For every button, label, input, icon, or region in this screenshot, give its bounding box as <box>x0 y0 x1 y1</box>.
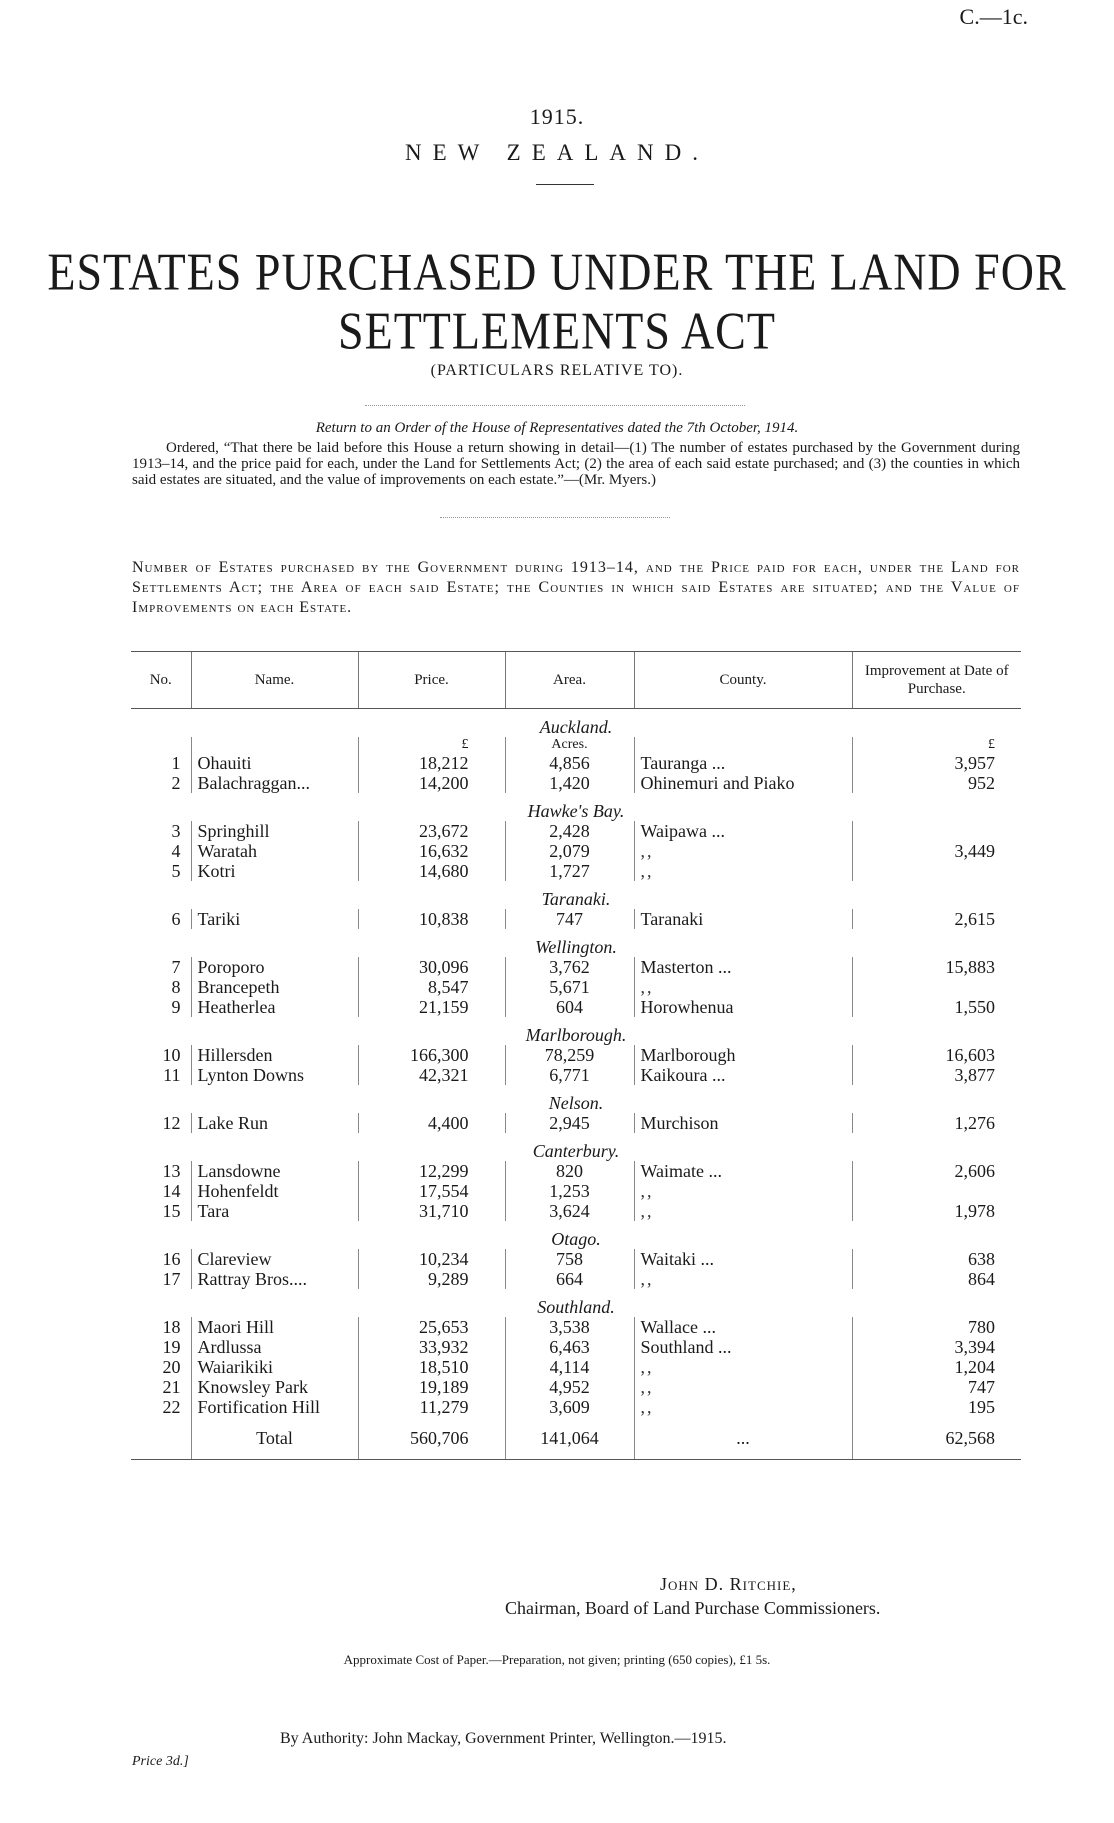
region-row <box>131 1017 1021 1045</box>
estate-price: 12,299 <box>358 1161 505 1181</box>
table-row <box>131 1377 1021 1397</box>
estate-price: 9,289 <box>358 1269 505 1289</box>
row-number: 14 <box>162 1181 181 1201</box>
estate-price: 14,200 <box>358 773 505 793</box>
estate-county: ,, <box>634 1397 852 1417</box>
units-blank <box>191 737 358 753</box>
estate-price: 10,838 <box>358 909 505 929</box>
estate-county: Masterton ... <box>634 957 852 977</box>
region-row <box>131 709 1021 738</box>
estate-county: Waipawa ... <box>634 821 852 841</box>
authority-line: By Authority: John Mackay, Government Printer, Wellington.—1915. <box>280 1730 727 1747</box>
estate-price: 11,279 <box>358 1397 505 1417</box>
estate-county: Waitaki ... <box>634 1249 852 1269</box>
estate-improvement: 1,550 <box>852 997 1021 1017</box>
table-row <box>131 1113 1021 1133</box>
estate-name: Poroporo <box>191 957 358 977</box>
region-name: Canterbury. <box>532 1141 620 1161</box>
estate-improvement: 1,978 <box>852 1201 1021 1221</box>
region-name: Auckland. <box>539 717 613 737</box>
improvement-unit: £ <box>852 737 1021 753</box>
column-header-no: No. <box>131 652 191 709</box>
estate-name: Hillersden <box>191 1045 358 1065</box>
estate-improvement: 3,449 <box>852 841 1021 861</box>
estate-area: 4,114 <box>505 1357 634 1377</box>
estate-name: Lansdowne <box>191 1161 358 1181</box>
row-number: 3 <box>171 821 181 841</box>
estate-county: ,, <box>634 861 852 881</box>
total-price: 560,706 <box>358 1417 505 1460</box>
estate-area: 2,428 <box>505 821 634 841</box>
region-name: Hawke's Bay. <box>527 801 625 821</box>
region-name: Wellington. <box>535 937 617 957</box>
table-heading: Number of Estates purchased by the Government during 1913–14, and the Price paid for each, under the Land for Settlements Act; the Area of each said Estate; the Counties in which said Estates are situated; and the Value of Improvements on each Estate. <box>132 559 1020 616</box>
row-number: 8 <box>171 977 181 997</box>
estate-price: 33,932 <box>358 1337 505 1357</box>
region-name: Marlborough. <box>525 1025 627 1045</box>
row-number: 16 <box>162 1249 181 1269</box>
estate-name: Springhill <box>191 821 358 841</box>
table-header-row <box>131 652 1021 709</box>
table-row <box>131 1181 1021 1201</box>
table-row <box>131 841 1021 861</box>
total-label: Total <box>191 1417 358 1460</box>
estate-name: Kotri <box>191 861 358 881</box>
row-number: 21 <box>162 1377 181 1397</box>
table-row <box>131 821 1021 841</box>
estate-improvement: 952 <box>852 773 1021 793</box>
region-row <box>131 881 1021 909</box>
estate-county: ,, <box>634 1269 852 1289</box>
row-number: 7 <box>171 957 181 977</box>
page-title-line-1: ESTATES PURCHASED UNDER THE LAND FOR <box>47 242 1067 301</box>
row-number: 13 <box>162 1161 181 1181</box>
divider <box>536 184 594 185</box>
table-row <box>131 1337 1021 1357</box>
estate-improvement: 780 <box>852 1317 1021 1337</box>
row-number: 17 <box>162 1269 181 1289</box>
estate-price: 14,680 <box>358 861 505 881</box>
table-row <box>131 1045 1021 1065</box>
table-row <box>131 1269 1021 1289</box>
estate-name: Tariki <box>191 909 358 929</box>
region-row <box>131 1085 1021 1113</box>
estate-county: Tauranga ... <box>634 753 852 773</box>
table-row <box>131 977 1021 997</box>
estate-name: Waiarikiki <box>191 1357 358 1377</box>
estate-improvement: 16,603 <box>852 1045 1021 1065</box>
estate-area: 3,624 <box>505 1201 634 1221</box>
estate-area: 664 <box>505 1269 634 1289</box>
estate-improvement: 747 <box>852 1377 1021 1397</box>
estate-price: 42,321 <box>358 1065 505 1085</box>
region-name: Nelson. <box>548 1093 604 1113</box>
column-header-price: Price. <box>358 652 505 709</box>
estate-price: 21,159 <box>358 997 505 1017</box>
estate-area: 604 <box>505 997 634 1017</box>
table-row <box>131 1201 1021 1221</box>
table-row <box>131 957 1021 977</box>
estate-county: Taranaki <box>634 909 852 929</box>
row-number: 4 <box>171 841 181 861</box>
estate-area: 3,762 <box>505 957 634 977</box>
estate-price: 25,653 <box>358 1317 505 1337</box>
estate-improvement: 3,957 <box>852 753 1021 773</box>
area-unit: Acres. <box>505 737 634 753</box>
estate-county: Wallace ... <box>634 1317 852 1337</box>
row-number: 18 <box>162 1317 181 1337</box>
signer-name: John D. Ritchie, <box>660 1574 797 1594</box>
estate-name: Fortification Hill <box>191 1397 358 1417</box>
estate-area: 6,463 <box>505 1337 634 1357</box>
estate-area: 5,671 <box>505 977 634 997</box>
estate-price: 17,554 <box>358 1181 505 1201</box>
estate-county: ,, <box>634 1357 852 1377</box>
table-row <box>131 909 1021 929</box>
estate-name: Brancepeth <box>191 977 358 997</box>
row-number: 15 <box>162 1201 181 1221</box>
table-row <box>131 997 1021 1017</box>
estate-area: 1,253 <box>505 1181 634 1201</box>
estate-county: ,, <box>634 1181 852 1201</box>
estates-table <box>131 651 1021 1460</box>
estate-price: 10,234 <box>358 1249 505 1269</box>
row-number: 20 <box>162 1357 181 1377</box>
column-header-county: County. <box>634 652 852 709</box>
units-blank <box>634 737 852 753</box>
row-number: 19 <box>162 1337 181 1357</box>
estate-county: ,, <box>634 977 852 997</box>
estate-improvement: 3,877 <box>852 1065 1021 1085</box>
row-number: 9 <box>171 997 181 1017</box>
estate-area: 3,538 <box>505 1317 634 1337</box>
region-name: Taranaki. <box>541 889 611 909</box>
estate-area: 78,259 <box>505 1045 634 1065</box>
page-title-line-2: SETTLEMENTS ACT <box>338 301 776 360</box>
table-row <box>131 1317 1021 1337</box>
estate-price: 23,672 <box>358 821 505 841</box>
region-row <box>131 929 1021 957</box>
estate-area: 4,952 <box>505 1377 634 1397</box>
estate-improvement: 2,615 <box>852 909 1021 929</box>
estate-county: Kaikoura ... <box>634 1065 852 1085</box>
row-number: 11 <box>163 1065 181 1085</box>
total-area: 141,064 <box>505 1417 634 1460</box>
total-improvement: 62,568 <box>852 1417 1021 1460</box>
estate-name: Heatherlea <box>191 997 358 1017</box>
row-number: 1 <box>171 753 181 773</box>
table-row <box>131 1065 1021 1085</box>
return-line: Return to an Order of the House of Representatives dated the 7th October, 1914. <box>315 420 799 436</box>
estate-name: Knowsley Park <box>191 1377 358 1397</box>
estate-price: 8,547 <box>358 977 505 997</box>
table-row <box>131 861 1021 881</box>
estate-name: Balachraggan... <box>191 773 358 793</box>
order-text: Ordered, “That there be laid before this House a return showing in detail—(1) The number of estates purchased by the Government during 1913–14, and the price paid for each, under the Land for Settlements Act; (2) the area of each said estate purchased; and (3) the counties in which said estates are situated, and the value of improvements on each estate.”—(Mr. Myers.) <box>132 440 1020 488</box>
estate-area: 3,609 <box>505 1397 634 1417</box>
row-number: 12 <box>162 1113 181 1133</box>
estate-area: 820 <box>505 1161 634 1181</box>
region-row <box>131 1289 1021 1317</box>
table-row <box>131 773 1021 793</box>
estate-area: 758 <box>505 1249 634 1269</box>
estate-improvement <box>852 977 1021 997</box>
units-blank <box>131 737 191 753</box>
estate-county: Ohinemuri and Piako <box>634 773 852 793</box>
divider <box>440 517 670 518</box>
region-row <box>131 1133 1021 1161</box>
estate-name: Ardlussa <box>191 1337 358 1357</box>
estate-improvement: 1,276 <box>852 1113 1021 1133</box>
estate-price: 166,300 <box>358 1045 505 1065</box>
price-unit: £ <box>358 737 505 753</box>
estate-county: Murchison <box>634 1113 852 1133</box>
estate-price: 18,510 <box>358 1357 505 1377</box>
estate-improvement <box>852 861 1021 881</box>
table-row <box>131 753 1021 773</box>
estate-area: 6,771 <box>505 1065 634 1085</box>
signer-title: Chairman, Board of Land Purchase Commissioners. <box>505 1598 881 1618</box>
estate-name: Waratah <box>191 841 358 861</box>
estate-improvement: 864 <box>852 1269 1021 1289</box>
row-number: 22 <box>162 1397 181 1417</box>
region-name: Southland. <box>537 1297 615 1317</box>
estate-county: Horowhenua <box>634 997 852 1017</box>
estate-area: 4,856 <box>505 753 634 773</box>
estate-price: 18,212 <box>358 753 505 773</box>
column-header-area: Area. <box>505 652 634 709</box>
price-note: Price 3d.] <box>132 1754 189 1769</box>
estate-improvement <box>852 821 1021 841</box>
estate-area: 747 <box>505 909 634 929</box>
column-header-improvement: Improvement at Date of Purchase. <box>852 652 1021 709</box>
row-number: 2 <box>171 773 181 793</box>
total-row <box>131 1417 1021 1460</box>
year: 1915. <box>529 104 585 129</box>
estate-name: Hohenfeldt <box>191 1181 358 1201</box>
estate-name: Lynton Downs <box>191 1065 358 1085</box>
estate-county: Marlborough <box>634 1045 852 1065</box>
estate-price: 19,189 <box>358 1377 505 1397</box>
region-name: Otago. <box>551 1229 601 1249</box>
estate-name: Clareview <box>191 1249 358 1269</box>
estate-price: 16,632 <box>358 841 505 861</box>
estate-name: Rattray Bros.... <box>191 1269 358 1289</box>
region-row <box>131 793 1021 821</box>
estate-improvement: 2,606 <box>852 1161 1021 1181</box>
table-row <box>131 1249 1021 1269</box>
row-number: 6 <box>171 909 181 929</box>
page-subtitle: (PARTICULARS RELATIVE TO). <box>430 362 684 379</box>
table-row <box>131 1161 1021 1181</box>
estate-improvement <box>852 1181 1021 1201</box>
row-number: 5 <box>171 861 181 881</box>
estate-area: 2,079 <box>505 841 634 861</box>
estate-improvement: 638 <box>852 1249 1021 1269</box>
estate-improvement: 3,394 <box>852 1337 1021 1357</box>
total-county: ... <box>634 1417 852 1460</box>
estate-name: Maori Hill <box>191 1317 358 1337</box>
total-blank <box>131 1417 191 1460</box>
table-row <box>131 1357 1021 1377</box>
row-number: 10 <box>162 1045 181 1065</box>
estate-price: 4,400 <box>358 1113 505 1133</box>
estate-county: ,, <box>634 1377 852 1397</box>
page-reference: C.—1c. <box>959 4 1028 29</box>
estate-price: 30,096 <box>358 957 505 977</box>
estate-area: 1,420 <box>505 773 634 793</box>
region-row <box>131 1221 1021 1249</box>
estate-improvement: 15,883 <box>852 957 1021 977</box>
estate-area: 1,727 <box>505 861 634 881</box>
cost-line: Approximate Cost of Paper.—Preparation, not given; printing (650 copies), £1 5s. <box>343 1652 771 1667</box>
estate-county: Southland ... <box>634 1337 852 1357</box>
units-row <box>131 737 1021 753</box>
estate-area: 2,945 <box>505 1113 634 1133</box>
country-heading: NEW ZEALAND. <box>404 140 710 165</box>
estate-county: ,, <box>634 841 852 861</box>
table-row <box>131 1397 1021 1417</box>
estate-name: Ohauiti <box>191 753 358 773</box>
estate-county: ,, <box>634 1201 852 1221</box>
estate-improvement: 1,204 <box>852 1357 1021 1377</box>
estate-price: 31,710 <box>358 1201 505 1221</box>
estate-name: Lake Run <box>191 1113 358 1133</box>
divider <box>365 405 745 406</box>
estate-county: Waimate ... <box>634 1161 852 1181</box>
column-header-name: Name. <box>191 652 358 709</box>
estate-improvement: 195 <box>852 1397 1021 1417</box>
estate-name: Tara <box>191 1201 358 1221</box>
